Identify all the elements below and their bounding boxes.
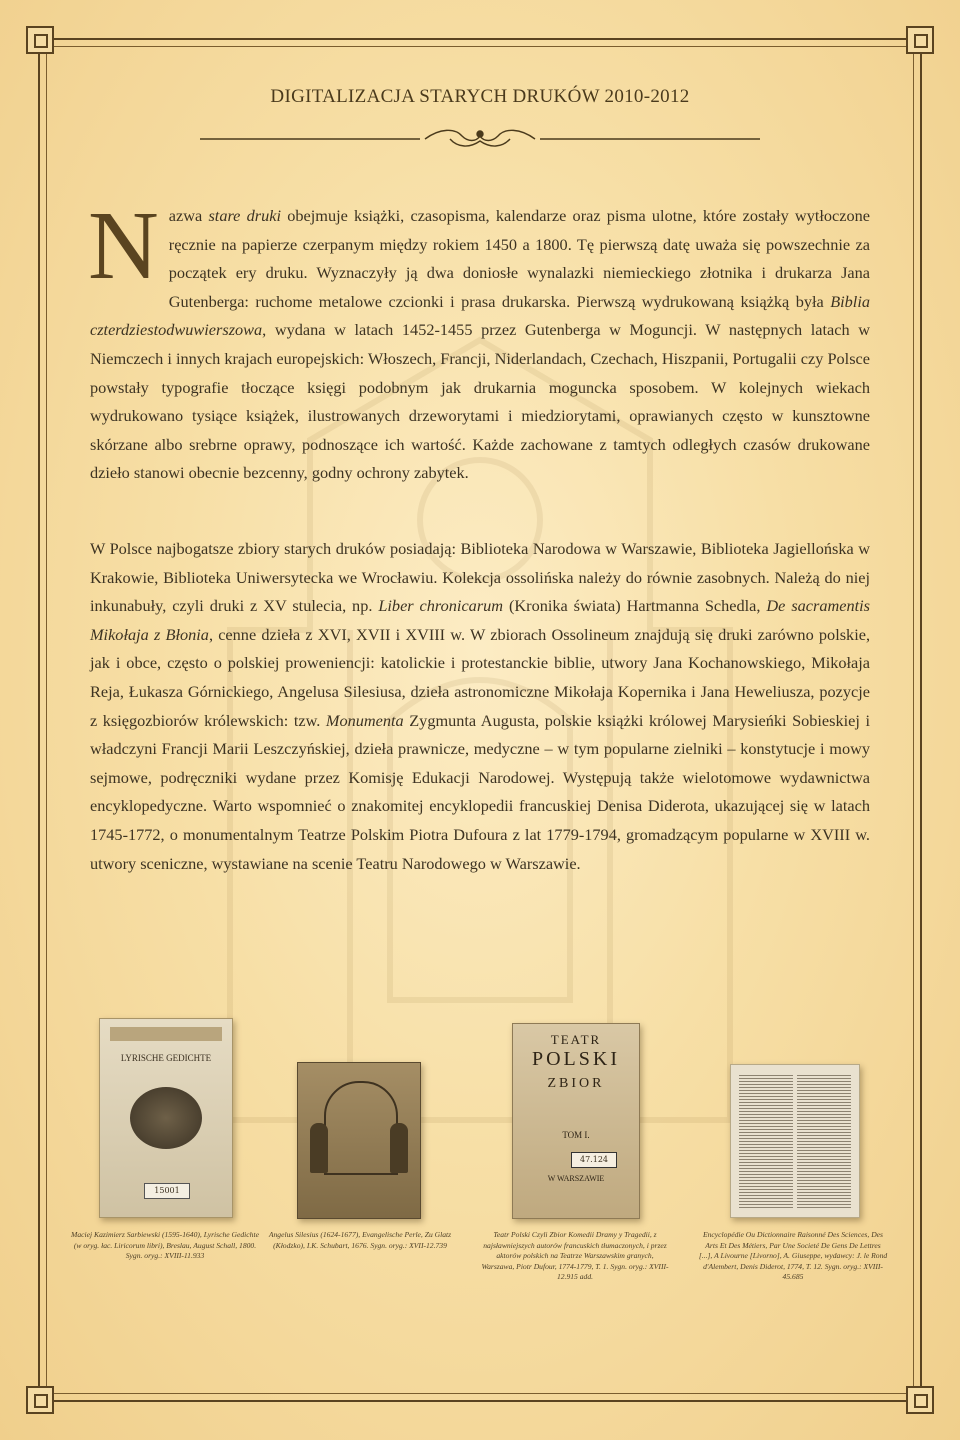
divider-ornament <box>200 124 760 154</box>
book-title: LYRISCHE GEDICHTE <box>120 1053 212 1063</box>
text-column-right <box>797 1073 851 1209</box>
book-imprint: W WARSZAWIE <box>547 1174 605 1183</box>
caption-3: Teatr Polski Czyli Zbior Komedii Dramy y Tragedii, z najsławniejszych autorów francuskich tłumaczonych, i przez aktorów polskich na Teatrze Warszawskim granych, Warszawa, Piotr Dufour, 1774-1779, T. 1. Sygn. oryg.: XVIII-12.915 add. <box>481 1230 669 1281</box>
para2-italic-1: Liber chronicarum <box>378 596 504 616</box>
book-image-lyrische-gedichte <box>99 1018 233 1218</box>
para1-text-2: obejmuje książki, czasopisma, kalendarze oraz pisma ulotne, które zostały wytłoczone ręcznie na papierze czerpanym między rokiem 1450 a 1800. Tę pierwszą datę uważa się powszechnie za początek ery druku. Wyznaczyły ją dwa doniosłe wynalazki niemieckiego złotnika i drukarza Jana Gutenberga: ruchome metalowe czcionki i prasa drukarska. Pierwszą wydrukowaną książką była <box>168 206 870 311</box>
caption-4: Encyclopédie Ou Dictionnaire Raisonné Des Sciences, Des Arts Et Des Métiers, Par Une Societé De Gens De Lettres [...], A Livourne [Livorno], A. Giuseppe, wydawcy: J. le Rond d'Alembert, Denis Diderot, 1774, T. 12. Sygn. oryg.: XVIII-45.685 <box>698 1230 888 1281</box>
para2-text-3: , cenne dzieła z XVI, XVII i XVIII w. W zbiorach Ossolineum znajdują się druki zarówno polskie, jak i obce, często o polskiej proweniencji: katolickie i protestanckie biblie, utwory Jana Kochanowskiego, Mikołaja Reja, Łukasza Górnickiego, Angelusa Silesiusa, dzieła astronomiczne Mikołaja Kopernika i Jana Heweliusza, pozycje z księgozbiorów królewskich: tzw. <box>90 624 871 730</box>
page-title: DIGITALIZACJA STARYCH DRUKÓW 2010-2012 <box>270 86 690 107</box>
portrait-engraving <box>130 1087 202 1149</box>
corner-ornament-bottom-right <box>906 1386 934 1414</box>
caption-1: Maciej Kazimierz Sarbiewski (1595-1640), Lyrische Gedichte (w oryg. łac. Liricorum libri), Breslau, August Schall, 1800. Sygn. oryg.: XVIII-11.933 <box>71 1230 259 1260</box>
book-title-line2: POLSKI <box>531 1048 620 1070</box>
para1-italic-2: Biblia czterdziestodwuwierszowa <box>90 291 870 340</box>
book-image-teatr-polski <box>512 1023 640 1219</box>
library-stamp: 47.124 <box>571 1152 617 1168</box>
para1-text-1: azwa <box>168 206 209 225</box>
caption-2: Angelus Silesius (1624-1677), Evangelische Perle, Zu Glatz (Kłodzko), I.K. Schubart, 1676. Sygn. oryg.: XVII-12.739 <box>268 1230 452 1250</box>
book-image-encyclopedie <box>730 1064 860 1218</box>
para2-text-2: (Kronika świata) Hartmanna Schedla, <box>503 596 767 616</box>
book-volume: TOM I. <box>562 1130 590 1140</box>
book-title-line1: TEATR <box>550 1032 602 1047</box>
engraved-figure-right <box>390 1123 408 1173</box>
para1-italic-1: stare druki <box>208 206 282 225</box>
para2-text-1: W Polsce najbogatsze zbiory starych druków posiadają: Biblioteka Narodowa w Warszawie, Biblioteka Jagiellońska w Krakowie, Biblioteka Uniwersytecka we Wrocławiu. Kolekcja ossolińska należy do równie zasobnych. Należą do niej inkunabuły, czyli druki z XV stulecia, np. <box>90 539 870 616</box>
corner-ornament-bottom-left <box>26 1386 54 1414</box>
book-image-evangelische-perle <box>297 1062 421 1219</box>
para2-text-4: Zygmunta Augusta, polskie książki królowej Marysieńki Sobieskiej i władczyni Francji Marii Leszczyńskiej, dzieła prawnicze, medyczne – w tym popularne zielniki – konstytucje i mowy sejmowe, podręczniki wydane przez Komisję Edukacji Narodowej. Występują także wielotomowe wydawnictwa encyklopedyczne. Warto wspomnieć o znakomitej encyklopedii francuskiej Denisa Diderota, ukazującej się w latach 1745-1772, o monumentalnym Teatrze Polskim Piotra Dufoura z lat 1779-1794, gromadzącym popularne w XVIII w. utwory sceniczne, wystawiane na scenie Teatru Narodowego w Warszawie. <box>90 710 870 873</box>
corner-ornament-top-right <box>906 26 934 54</box>
shelf-label: 15001 <box>144 1183 190 1199</box>
para2-italic-3: Monumenta <box>325 710 404 730</box>
intro-paragraph <box>88 192 870 488</box>
collections-paragraph <box>90 535 870 878</box>
book-images-row <box>0 1018 960 1218</box>
engraved-figure-left <box>310 1123 328 1173</box>
engraved-arch <box>324 1081 398 1175</box>
para1-text-3: , wydana w latach 1452-1455 przez Gutenberga w Moguncji. W następnych latach w Niemczech i innych krajach europejskich: Włoszech, Francji, Niderlandach, Czechach, Hiszpanii, Portugalii czy Polsce powstały typografie tłoczące księgi podobnym jak drukarnia moguncka sposobem. W kolejnych wiekach wydrukowano tysiące książek, ilustrowanych drzeworytami i miedziorytami, oprawianych często w kunsztowne skórzane albo srebrne oprawy, podnoszące ich wartość. Każde zachowane z tamtych odległych czasów drukowane dzieło stanowi obecnie bezcenny, godny ochrony zabytek. <box>90 320 870 483</box>
drop-cap: N <box>88 192 159 300</box>
corner-ornament-top-left <box>26 26 54 54</box>
text-column-left <box>739 1073 793 1209</box>
para2-italic-2: De sacramentis Mikołaja z Błonia <box>90 596 871 644</box>
book-title-line3: ZBIOR <box>547 1076 605 1091</box>
book-title-band <box>110 1027 222 1041</box>
